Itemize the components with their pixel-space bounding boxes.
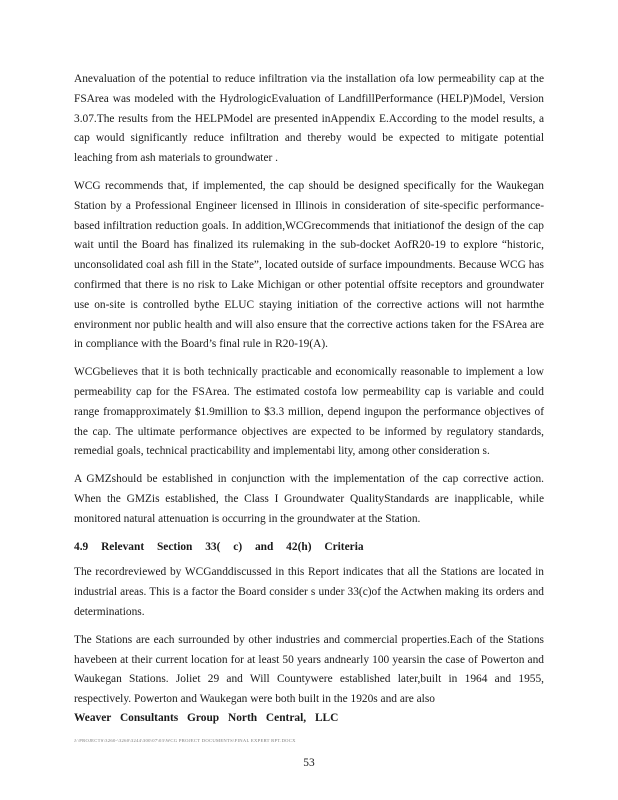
document-body: [74, 70, 544, 718]
paragraph-help-model: Anevaluation of the potential to reduce infiltration via the installation ofa low permeability cap at the FSArea was modeled with the HydrologicEvaluation of LandfillPerformance (HELP)Model, Version 3.07.The results from the HELPModel are presented inAppendix E.According to the model results, a cap would significantly reduce infiltration and thereby would be expected to mitigate potential leaching from ash materials to groundwater .: [74, 73, 544, 165]
paragraph-stations-surrounded: The Stations are each surrounded by other industries and commercial properties.Each of the Stations havebeen at their current location for at least 50 years andnearly 100 yearsin the case of Powerton and Waukegan Stations. Joliet 29 and Will Countywere established later,built in 1964 and 1955, respectively. Powerton and Waukegan were both built in the 1920s and are also: [74, 633, 544, 706]
page-number: 53: [303, 757, 315, 769]
paragraph-wcg-recommends: WCG recommends that, if implemented, the cap should be designed specifically for the Waukegan Station by a Professional Engineer licensed in Illinois in consideration of site-specific performance- based infiltration reduction goals. In addition,WCGrecommends that initiationof the design of the cap wait until the Board has finalized its rulemaking in the sub-docket AofR20-19 to explore “historic, unconsolidated coal ash fill in the State”, located outside of surface impoundments. Because WCG has confirmed that there is no risk to Lake Michigan or other potential offsite receptors and groundwater use on-site is controlled bythe ELUC staying initiation of the corrective actions will not harmthe environment nor public health and will also ensure that the corrective actions taken for the FSArea are in compliance with the Board’s final rule in R20-19(A).: [74, 179, 544, 351]
paragraph-record-reviewed: The recordreviewed by WCGanddiscussed in this Report indicates that all the Stations are located in industrial areas. This is a factor the Board consider s under 33(c)of the Actwhen making its orders and determinations.: [74, 566, 544, 618]
section-heading: 4.9 Relevant Section 33( c) and 42(h) Criteria: [74, 540, 364, 553]
paragraph-cost-estimate: WCGbelieves that it is both technically practicable and economically reasonable to implement a low permeability cap for the FSArea. The estimated costofa low permeability cap is variable and could range fromapproximately $1.9million to $3.3 million, depend ingupon the performance objectives of the cap. The ultimate performance objectives are expected to be informed by regulatory standards, remedial goals, technical practicability and implementabi lity, among other consideration s.: [74, 366, 544, 458]
footer-company-name: Weaver Consultants Group North Central, LLC: [74, 712, 339, 724]
paragraph-gmz: A GMZshould be established in conjunction with the implementation of the cap corrective action. When the GMZis established, the Class I Groundwater QualityStandards are inapplicable, while monitored natural attenuation is occurring in the groundwater at the Station.: [74, 473, 544, 525]
footer-file-path: J:\PROJECTS\3260-\3260\3244\300\07\03\WCG PROJECT DOCUMENTS\FINAL EXPERT RPT.DOCX: [74, 738, 296, 743]
